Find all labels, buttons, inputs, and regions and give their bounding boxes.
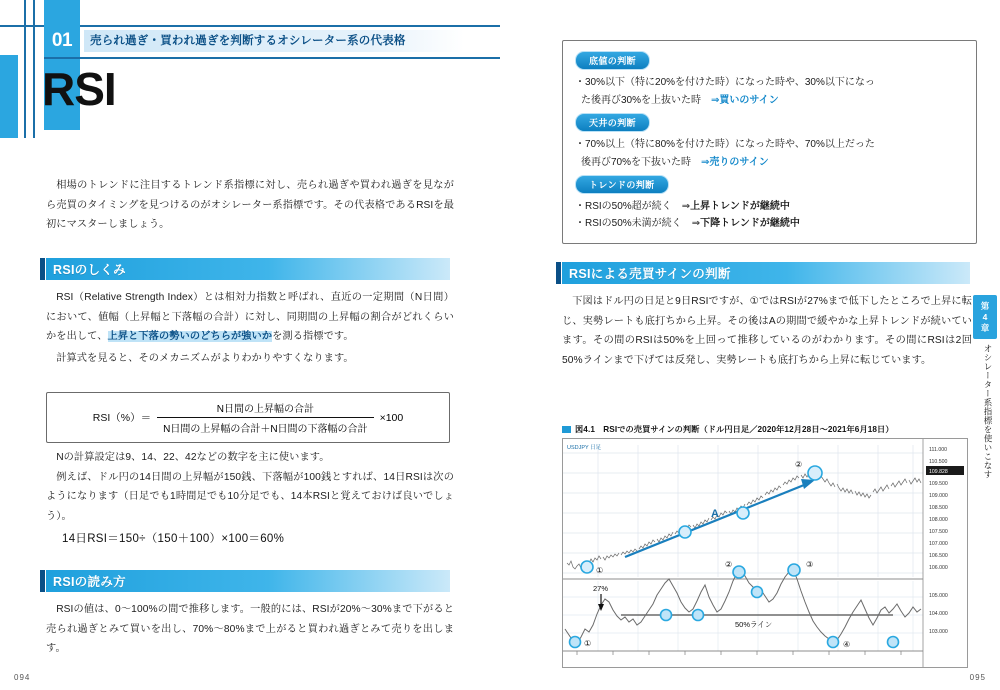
trend-label-A: A bbox=[711, 508, 719, 520]
svg-text:107.500: 107.500 bbox=[929, 529, 948, 535]
formula-fraction bbox=[157, 400, 373, 435]
chapter-tab-line3: 章 bbox=[980, 322, 990, 333]
signal-line-text: ・RSIの50%超が続く bbox=[575, 201, 682, 212]
heading-rsi-reading bbox=[46, 570, 450, 592]
rsi-chart[interactable] bbox=[562, 438, 968, 668]
formula-rhs: ×100 bbox=[379, 411, 404, 424]
current-price-label: 109.828 bbox=[929, 469, 948, 475]
signal-line bbox=[575, 215, 964, 232]
page-title: RSI bbox=[42, 63, 116, 115]
caption-marker-icon bbox=[562, 426, 571, 433]
svg-text:108.000: 108.000 bbox=[929, 517, 948, 523]
signal-line bbox=[575, 136, 964, 154]
svg-text:①: ① bbox=[584, 639, 592, 648]
figure-caption-text: 図4.1 RSIでの売買サインの判断（ドル円日足／2020年12月28日〜2021年6月18日） bbox=[575, 425, 894, 434]
signal-line-text: ・70%以上（特に80%を付けた時）になった時や、70%以上だった bbox=[575, 139, 875, 150]
arrow-icon: ⇒ bbox=[691, 218, 701, 229]
formula-lhs: RSI（%）＝ bbox=[92, 412, 152, 424]
svg-text:①: ① bbox=[596, 566, 604, 575]
arrow-icon: ⇒ bbox=[711, 95, 720, 106]
heading-rsi-reading-label: RSIの読み方 bbox=[53, 575, 126, 589]
signal-summary-box bbox=[562, 40, 977, 244]
pill-bottom-judgment: 底値の判断 bbox=[575, 51, 650, 70]
price-pane-label: USDJPY 日足 bbox=[567, 445, 602, 451]
signal-emphasis: 買いのサイン bbox=[719, 95, 779, 106]
mechanism-highlight: 上昇と下落の勢いのどちらが強いか bbox=[107, 331, 273, 342]
signal-emphasis: 売りのサイン bbox=[709, 157, 769, 168]
heading-trade-signal bbox=[562, 262, 970, 284]
example-paragraph: 例えば、ドル円の14日間の上昇幅が150銭、下落幅が100銭とすれば、14日RSIは次のようになります（日足でも1時間足でも10分足でも、14本RSIと覚えておけば良いでしょう）。 bbox=[46, 471, 454, 522]
page-number-right: 095 bbox=[969, 673, 986, 682]
chapter-tab-line2: 4 bbox=[982, 311, 988, 322]
signal-group-trend bbox=[575, 175, 964, 232]
signal-line-text: ・30%以下（特に20%を付けた時）になった時や、30%以下になっ bbox=[575, 77, 875, 88]
svg-text:105.000: 105.000 bbox=[929, 593, 948, 599]
formula-denominator: N日間の上昇幅の合計＋N日間の下落幅の合計 bbox=[157, 417, 373, 435]
signal-line-text: 後再び70%を下抜いた時 bbox=[581, 157, 702, 168]
svg-text:103.000: 103.000 bbox=[929, 629, 948, 635]
mechanism-paragraph bbox=[46, 288, 454, 347]
svg-text:②: ② bbox=[795, 460, 803, 469]
chapter-tab bbox=[973, 295, 997, 339]
heading-rsi-mechanism-label: RSIのしくみ bbox=[53, 263, 126, 277]
arrow-icon: ⇒ bbox=[681, 201, 691, 212]
svg-text:④: ④ bbox=[843, 640, 851, 649]
svg-text:②: ② bbox=[725, 560, 733, 569]
section-number: 01 bbox=[51, 30, 73, 51]
section-heading: 売られ過ぎ・買われ過ぎを判断するオシレーター系の代表格 bbox=[90, 35, 406, 47]
section-underline bbox=[44, 57, 500, 59]
svg-text:③: ③ bbox=[806, 560, 814, 569]
mechanism-text-b: を測る指標です。 bbox=[272, 331, 354, 342]
vertical-rule-2 bbox=[33, 0, 35, 138]
formula-intro-paragraph: 計算式を見ると、そのメカニズムがよりわかりやすくなります。 bbox=[56, 352, 354, 364]
svg-text:106.000: 106.000 bbox=[929, 565, 948, 571]
heading-rsi-mechanism bbox=[46, 258, 450, 280]
signal-line bbox=[575, 154, 964, 172]
svg-text:104.000: 104.000 bbox=[929, 611, 948, 617]
signal-group-top bbox=[575, 113, 964, 172]
svg-text:108.500: 108.500 bbox=[929, 505, 948, 511]
page-number-left: 094 bbox=[14, 673, 31, 682]
pill-trend-judgment: トレンドの判断 bbox=[575, 175, 669, 194]
heading-trade-signal-label: RSIによる売買サインの判断 bbox=[569, 267, 731, 281]
signal-line bbox=[575, 74, 964, 92]
svg-text:109.500: 109.500 bbox=[929, 481, 948, 487]
n-setting-paragraph: Nの計算設定は9、14、22、42などの数字を主に使います。 bbox=[56, 452, 330, 463]
signal-emphasis: 下降トレンドが継続中 bbox=[700, 218, 800, 229]
vertical-rule-1 bbox=[24, 0, 26, 138]
svg-text:106.500: 106.500 bbox=[929, 553, 948, 559]
chart-svg bbox=[563, 439, 967, 667]
worked-equation: 14日RSI＝150÷（150＋100）×100＝60% bbox=[62, 533, 285, 545]
figure-caption bbox=[562, 424, 982, 435]
svg-text:110.500: 110.500 bbox=[929, 459, 948, 465]
reading-paragraph: RSIの値は、0〜100%の間で推移します。一般的には、RSIが20%〜30%まで下がると売られ過ぎとみて買いを出し、70%〜80%まで上がると買われ過ぎとみて売りを出します。 bbox=[46, 604, 454, 654]
lead-paragraph: 相場のトレンドに注目するトレンド系指標に対し、売られ過ぎや買われ過ぎを見ながら売買のタイミングを見つけるのがオシレーター系指標です。その代表格であるRSIを最初にマスターしましょう。 bbox=[46, 180, 454, 230]
signal-line-text: ・RSIの50%未満が続く bbox=[575, 218, 692, 229]
arrow-icon: ⇒ bbox=[701, 157, 710, 168]
right-page bbox=[500, 0, 1000, 690]
signal-explanation-paragraph: 下図はドル円の日足と9日RSIですが、①ではRSIが27%まで低下したところで上昇に転じ、実勢レートも底打ちから上昇。その後はAの期間で緩やかな上昇トレンドが続いています。その間のRSIは50%を上回って推移しているのがわかります。その間にRSIは2回50%ラインまで下げては反発し、実勢レートも底打ちから上昇に転じています。 bbox=[562, 296, 972, 366]
signal-line bbox=[575, 198, 964, 215]
chapter-side-text: オシレーター系指標を使いこなす bbox=[983, 344, 993, 479]
svg-text:107.000: 107.000 bbox=[929, 541, 948, 547]
rsi-formula-box bbox=[46, 392, 450, 443]
signal-group-bottom bbox=[575, 51, 964, 110]
signal-line-text: た後再び30%を上抜いた時 bbox=[581, 95, 712, 106]
svg-text:111.000: 111.000 bbox=[929, 447, 947, 453]
left-edge-block bbox=[0, 55, 18, 138]
svg-text:109.000: 109.000 bbox=[929, 493, 948, 499]
svg-text:27%: 27% bbox=[593, 584, 609, 593]
signal-emphasis: 上昇トレンドが継続中 bbox=[690, 201, 790, 212]
pill-top-judgment: 天井の判断 bbox=[575, 113, 650, 132]
rsi-50-line-label: 50%ライン bbox=[735, 620, 773, 629]
mechanism-text-a: RSI（Relative Strength Index）とは相対力指数と呼ばれ、直近の一定期間（N日間）において、値幅（上昇幅と下落幅の合計）に対し、同期間の上昇幅の割合がどれくらいかを出して、 bbox=[46, 292, 454, 342]
signal-line bbox=[575, 92, 964, 110]
chapter-tab-line1: 第 bbox=[980, 300, 990, 311]
formula-numerator: N日間の上昇幅の合計 bbox=[216, 404, 314, 415]
